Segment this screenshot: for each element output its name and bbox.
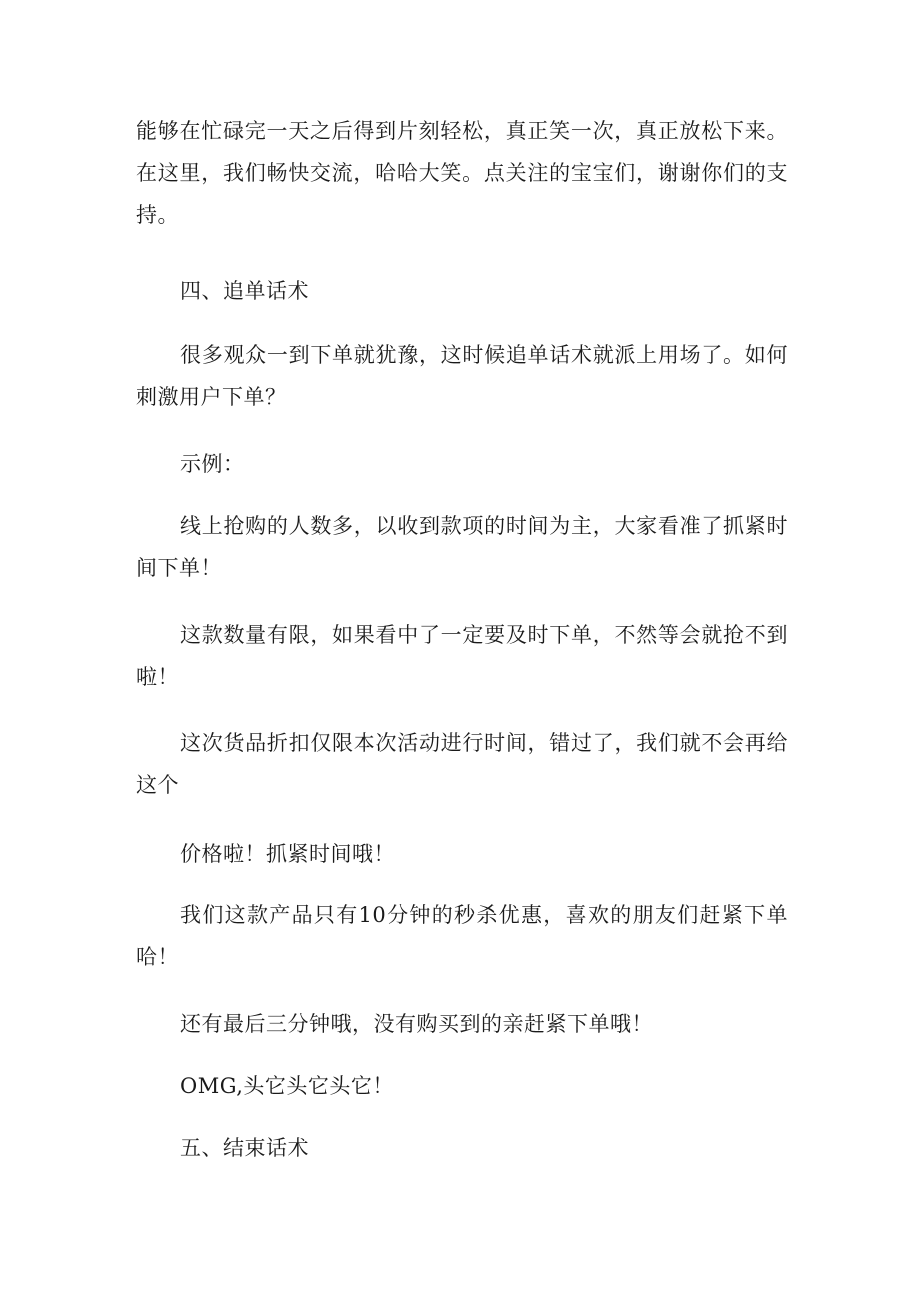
paragraph-intro-continuation: 能够在忙碌完一天之后得到片刻轻松，真正笑一次，真正放松下来。在这里，我们畅快交流，哈哈大笑。点关注的宝宝们，谢谢你们的支持。 [136,119,788,227]
paragraph-example-3-continued: 价格啦！抓紧时间哦！ [180,842,395,866]
paragraph-example-5: 还有最后三分钟哦，没有购买到的亲赶紧下单哦！ [180,1012,653,1036]
section-heading-closing-pitch: 五、结束话术 [180,1136,309,1160]
paragraph-example-label: 示例： [180,452,245,476]
paragraph-example-1: 线上抢购的人数多，以收到款项的时间为主，大家看准了抓紧时间下单！ [136,514,788,580]
paragraph-follow-up-intro: 很多观众一到下单就犹豫，这时候追单话术就派上用场了。如何刺激用户下单？ [136,343,788,409]
paragraph-example-6: OMG,头它头它头它！ [180,1074,394,1098]
section-heading-follow-up-pitch: 四、追单话术 [180,279,309,303]
paragraph-example-4: 我们这款产品只有10分钟的秒杀优惠，喜欢的朋友们赶紧下单哈！ [136,903,788,969]
paragraph-example-2: 这款数量有限，如果看中了一定要及时下单，不然等会就抢不到啦！ [136,623,788,689]
paragraph-example-3: 这次货品折扣仅限本次活动进行时间，错过了，我们就不会再给这个 [136,731,788,797]
